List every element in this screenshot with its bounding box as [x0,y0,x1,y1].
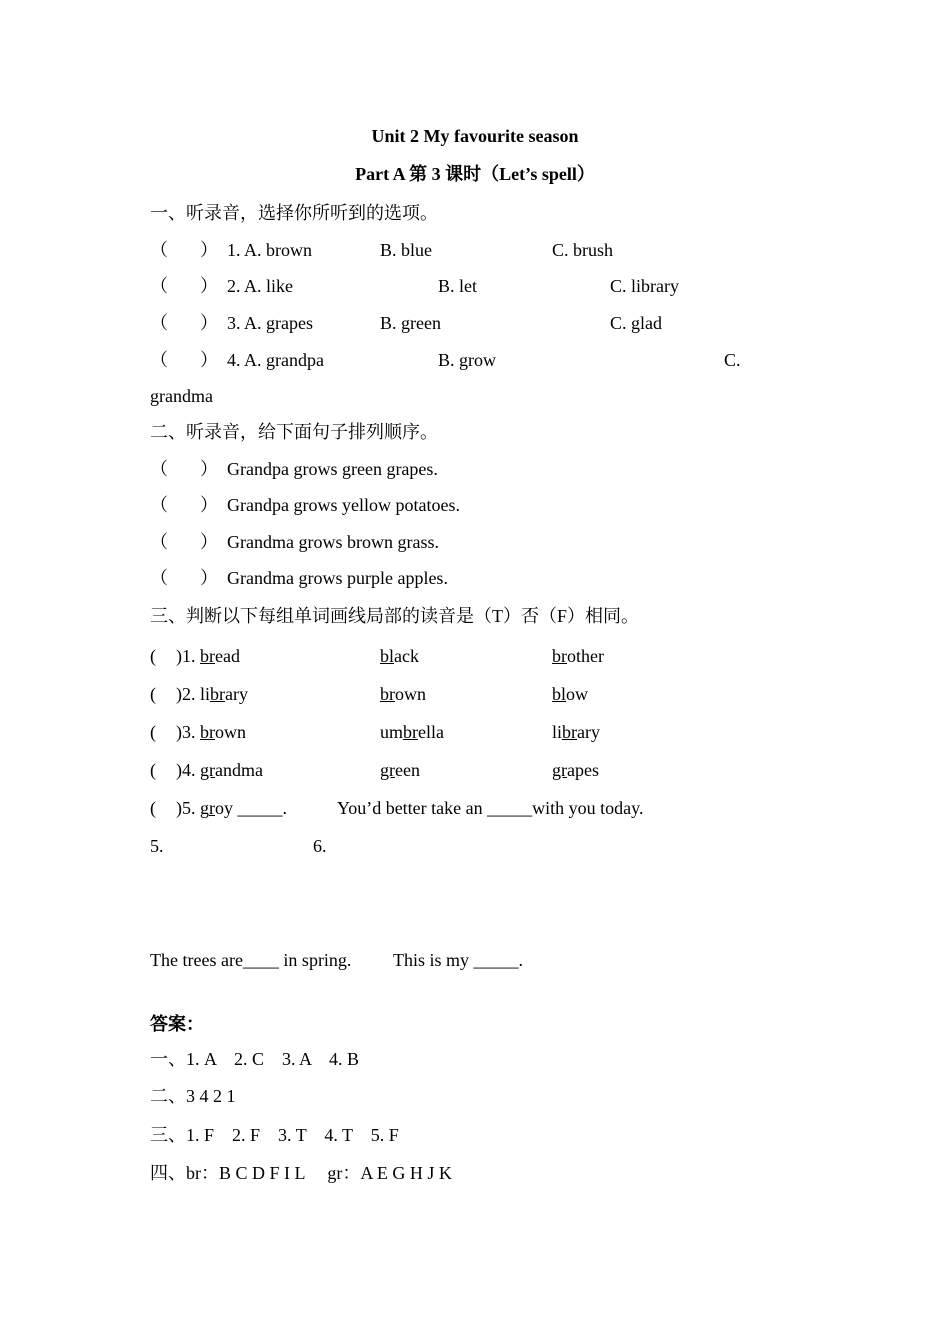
word-suffix: own [395,684,426,704]
word-prefix: li [200,684,211,704]
word-suffix: other [567,646,604,666]
item-number: )1. [176,646,200,666]
underlined-letters: r [209,798,215,818]
option-c: C. library [610,276,679,296]
sentence: Grandma grows purple apples. [227,568,448,588]
answer-line-4: 四、br：B C D F I L gr：A E G H J K [150,1163,452,1183]
label-6: 6. [313,836,327,856]
option-b: B. green [380,313,441,333]
underlined-letters: br [200,646,215,666]
fill-blank: _____ [237,798,283,818]
word-suffix: oy [215,798,238,818]
underlined-letters: bl [380,646,395,666]
answer-paren-close: ） [200,313,218,333]
section3-heading: 三、判断以下每组单词画线局部的读音是（T）否（F）相同。 [150,606,640,626]
word-1 [176,684,248,706]
word-suffix: own [215,722,246,742]
option-a: 1. A. brown [227,240,312,260]
underlined-letters: gr [200,760,215,780]
section2-heading: 二、听录音，给下面句子排列顺序。 [150,422,438,442]
item-number: )5. [176,798,200,818]
answer-paren-close: ） [200,459,218,479]
answer-paren-open: （ [150,350,168,370]
option-c-wrap: grandma [150,386,213,406]
underlined-letters: br [380,684,395,704]
paren-open: ( [150,646,156,666]
sentence-blank [337,798,643,820]
answer-paren-close: ） [200,350,218,370]
paren-open: ( [150,798,156,818]
paren-open: ( [150,722,156,742]
answer-paren-open: （ [150,276,168,296]
item-number: )3. [176,722,200,742]
word-1 [176,722,246,744]
word-suffix: ack [394,646,419,666]
answer-paren-open: （ [150,532,168,552]
sentence: Grandpa grows yellow potatoes. [227,495,460,515]
word-suffix: ary [577,722,600,742]
option-a: 2. A. like [227,276,293,296]
word-2 [380,646,419,668]
word-prefix: li [552,722,563,742]
word-suffix: ead [215,646,240,666]
item-number: )4. [176,760,200,780]
word-3 [552,760,599,782]
answer-paren-close: ） [200,276,218,296]
label-5: 5. [150,836,164,856]
answer-line-3: 三、1. F 2. F 3. T 4. T 5. F [150,1125,399,1145]
word-suffix: ella [418,722,444,742]
page-title: Unit 2 My favourite season [371,126,579,146]
option-b: B. blue [380,240,432,260]
answer-paren-close: ） [200,532,218,552]
answer-paren-open: （ [150,240,168,260]
answer-paren-close: ） [200,495,218,515]
word-3 [552,722,600,744]
answer-paren-close: ） [200,568,218,588]
paren-open: ( [150,760,156,780]
option-b: B. let [438,276,477,296]
word-suffix: een [395,760,420,780]
word-1 [176,646,240,668]
underlined-letters: bl [552,684,567,704]
answer-line-2: 二、3 4 2 1 [150,1086,236,1106]
option-a: 3. A. grapes [227,313,313,333]
word-2 [380,684,426,706]
sentence: Grandpa grows green grapes. [227,459,438,479]
word-3 [552,684,588,706]
word-suffix: ary [225,684,248,704]
word-2 [380,722,444,744]
word-1 [176,798,287,820]
option-a: 4. A. grandpa [227,350,324,370]
word-prefix: g [200,798,209,818]
sentence-start: You’d better take an [337,798,488,818]
paren-open: ( [150,684,156,704]
underlined-letters: br [552,646,567,666]
underlined-letters: gr [380,760,395,780]
word-prefix: um [380,722,404,742]
underlined-letters: br [200,722,215,742]
answer-paren-open: （ [150,568,168,588]
underlined-letters: br [403,722,419,742]
answer-paren-open: （ [150,495,168,515]
page-subtitle: Part A 第 3 课时（Let’s spell） [355,164,595,184]
option-c: C. [724,350,741,370]
item-number: )2. [176,684,200,704]
answers-heading: 答案： [150,1014,204,1034]
option-c: C. brush [552,240,614,260]
sentence-this-is: This is my _____. [393,950,524,970]
word-2 [380,760,420,782]
sentence-trees: The trees are____ in spring. [150,950,352,970]
underlined-letters: br [210,684,226,704]
fill-blank: _____ [487,798,533,818]
word-suffix: ow [566,684,589,704]
underlined-letters: br [562,722,578,742]
underlined-letters: gr [552,760,567,780]
sentence: Grandma grows brown grass. [227,532,439,552]
answer-paren-open: （ [150,313,168,333]
answer-line-1: 一、1. A 2. C 3. A 4. B [150,1049,360,1069]
word-suffix: apes [567,760,599,780]
option-c: C. glad [610,313,662,333]
word-suffix: andma [215,760,263,780]
sentence-end: with you today. [532,798,644,818]
answer-paren-open: （ [150,459,168,479]
period: . [282,798,287,818]
option-b: B. grow [438,350,496,370]
word-1 [176,760,263,782]
word-3 [552,646,604,668]
answer-paren-close: ） [200,240,218,260]
section1-heading: 一、听录音，选择你所听到的选项。 [150,203,438,223]
